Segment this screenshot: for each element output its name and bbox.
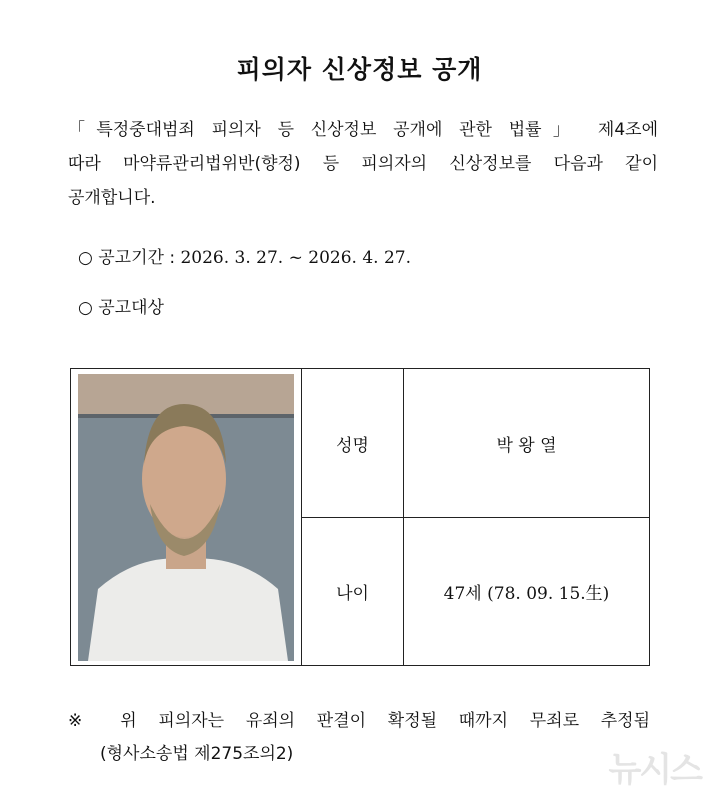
suspect-photo	[78, 374, 294, 661]
intro-line-1: 「특정중대범죄 피의자 등 신상정보 공개에 관한 법률」 제4조에	[68, 120, 658, 140]
page-title: 피의자 신상정보 공개	[236, 55, 483, 84]
age-value-cell: 47세 (78. 09. 15.生)	[404, 518, 650, 666]
period-label: 공고기간 :	[98, 248, 176, 268]
name-value-cell: 박 왕 열	[404, 369, 650, 518]
target-label: 공고대상	[98, 298, 164, 318]
note-line-1: ※ 위 피의자는 유죄의 판결이 확정될 때까지 무죄로 추정됨	[68, 711, 650, 731]
name-label-cell: 성명	[302, 369, 404, 518]
target-item	[78, 293, 164, 318]
suspect-info-table	[70, 368, 650, 666]
note-line-2: (형사소송법 제275조의2)	[100, 744, 294, 764]
period-value: 2026. 3. 27. ~ 2026. 4. 27.	[180, 248, 411, 268]
presumption-note	[68, 705, 650, 771]
intro-paragraph	[68, 113, 658, 215]
bullet-circle-icon: ○	[78, 298, 93, 318]
bullet-circle-icon: ○	[78, 248, 93, 268]
newsis-watermark: 뉴시스	[608, 750, 701, 790]
intro-line-2: 따라 마약류관리법위반(향정) 등 피의자의 신상정보를 다음과 같이	[68, 154, 658, 174]
intro-line-3: 공개합니다.	[68, 188, 156, 208]
suspect-photo-cell	[71, 369, 302, 666]
age-label-cell: 나이	[302, 518, 404, 666]
period-item	[78, 243, 411, 268]
